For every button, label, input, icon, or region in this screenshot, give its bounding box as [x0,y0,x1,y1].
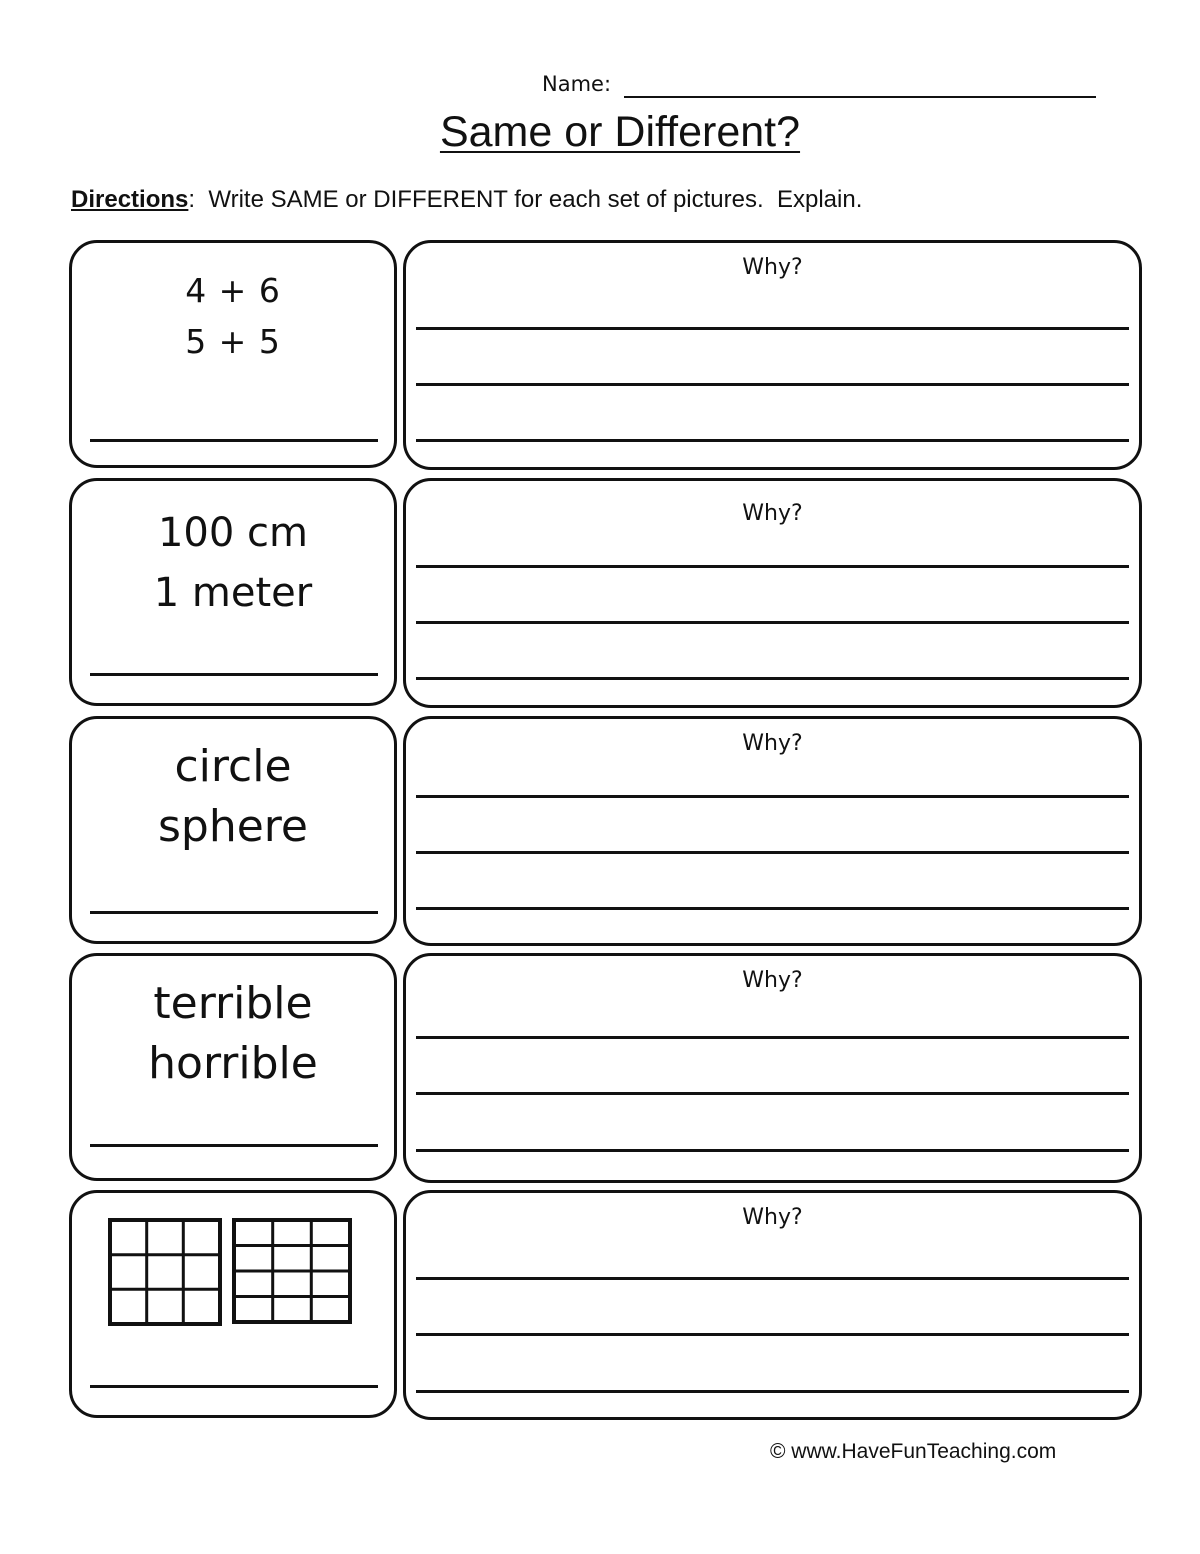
pair-item-4b: horrible [148,1038,318,1089]
why-label-1: Why? [742,255,803,280]
explain-line-2b[interactable] [416,621,1129,624]
pair-content-4 [72,974,394,1094]
explain-line-3c[interactable] [416,907,1129,910]
grid-pair-picture [108,1218,358,1328]
pair-box-2 [69,478,397,706]
grid-a-icon [110,1220,220,1324]
pair-item-3b: sphere [157,801,308,852]
grid-b-icon [234,1220,350,1322]
name-label: Name: [542,72,612,96]
why-box-1 [403,240,1142,470]
explain-line-5b[interactable] [416,1333,1129,1336]
answer-line-3[interactable] [90,911,378,914]
explain-line-2c[interactable] [416,677,1129,680]
pair-item-4a: terrible [153,978,313,1029]
pair-content-2 [72,503,394,623]
name-input-line[interactable] [624,96,1096,98]
explain-line-5a[interactable] [416,1277,1129,1280]
directions-label: Directions [71,186,189,213]
pair-item-1b: 5 + 5 [185,322,281,361]
page-title: Same or Different? [439,108,801,156]
explain-line-2a[interactable] [416,565,1129,568]
pair-box-1 [69,240,397,468]
answer-line-1[interactable] [90,439,378,442]
why-label-2: Why? [742,501,803,526]
explain-line-4c[interactable] [416,1149,1129,1152]
pair-content-1 [72,265,394,367]
pair-box-3 [69,716,397,944]
copyright-footer: © www.HaveFunTeaching.com [770,1440,1057,1463]
explain-line-5c[interactable] [416,1390,1129,1393]
pair-box-5 [69,1190,397,1418]
pair-item-2a: 100 cm [157,510,309,556]
explain-line-1a[interactable] [416,327,1129,330]
why-label-5: Why? [742,1205,803,1230]
why-label-4: Why? [742,968,803,993]
why-box-4 [403,953,1142,1183]
pair-content-3 [72,737,394,857]
explain-line-1c[interactable] [416,439,1129,442]
name-row [542,72,1102,102]
pair-item-2b: 1 meter [153,570,313,616]
why-box-3 [403,716,1142,946]
directions-text: : Write SAME or DIFFERENT for each set of pictures. Explain. [188,186,863,213]
answer-line-4[interactable] [90,1144,378,1147]
explain-line-4a[interactable] [416,1036,1129,1039]
why-box-5 [403,1190,1142,1420]
explain-line-1b[interactable] [416,383,1129,386]
pair-item-1a: 4 + 6 [185,271,281,310]
pair-box-4 [69,953,397,1181]
why-label-3: Why? [742,731,803,756]
pair-item-3a: circle [174,741,292,792]
explain-line-3b[interactable] [416,851,1129,854]
explain-line-4b[interactable] [416,1092,1129,1095]
explain-line-3a[interactable] [416,795,1129,798]
why-box-2 [403,478,1142,708]
answer-line-5[interactable] [90,1385,378,1388]
answer-line-2[interactable] [90,673,378,676]
directions [71,186,1151,214]
